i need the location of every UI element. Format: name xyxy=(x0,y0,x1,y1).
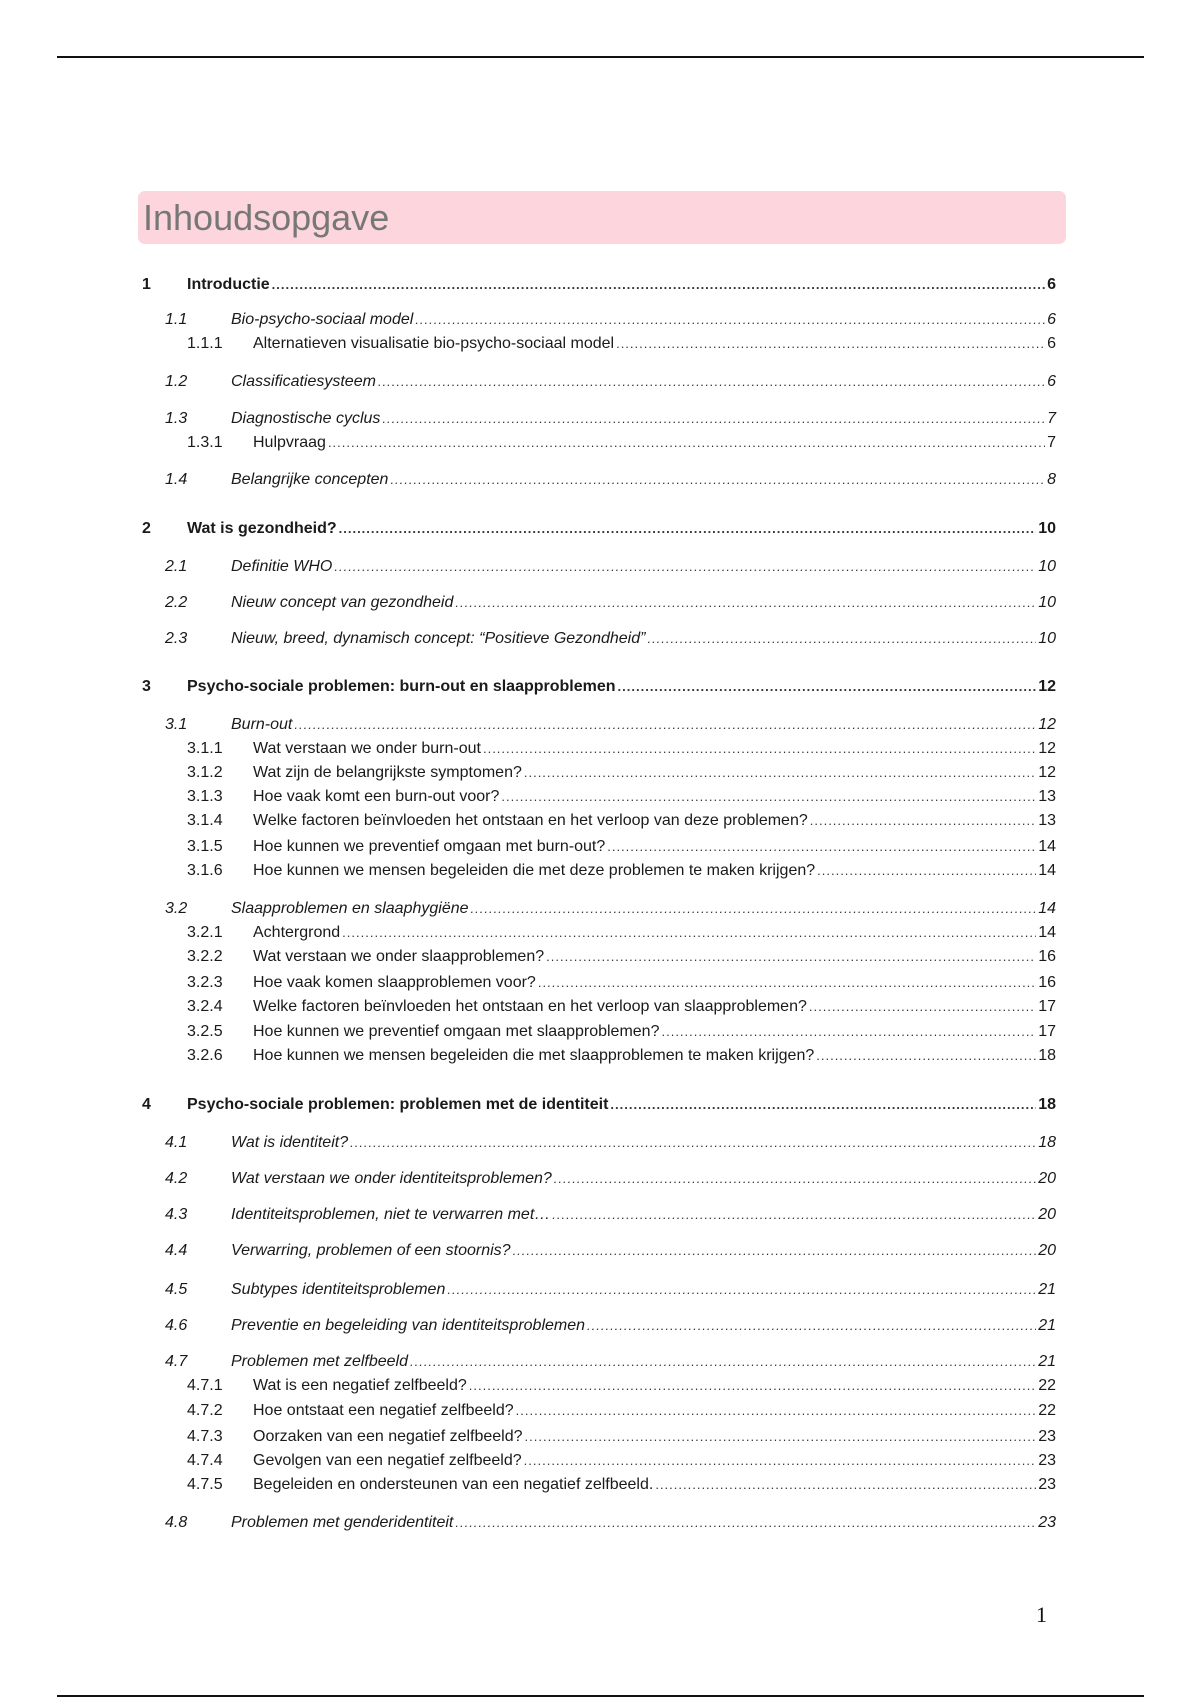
toc-entry[interactable] xyxy=(0,371,1056,393)
toc-entry-number: 3 xyxy=(142,678,151,695)
toc-entry[interactable] xyxy=(0,1132,1056,1154)
toc-entry[interactable] xyxy=(0,1204,1056,1226)
toc-entry-page: 20 xyxy=(1038,1206,1056,1223)
toc-entry-number: 3.2.6 xyxy=(187,1047,223,1064)
toc-entry-page: 16 xyxy=(1038,948,1056,965)
toc-entry-label: Wat is identiteit? xyxy=(231,1134,349,1151)
toc-entry-label: Problemen met genderidentiteit xyxy=(231,1514,454,1531)
toc-entry-page: 20 xyxy=(1038,1170,1056,1187)
toc-entry-page: 21 xyxy=(1038,1281,1056,1298)
toc-entry-label: Subtypes identiteitsproblemen xyxy=(231,1281,446,1298)
toc-entry[interactable] xyxy=(0,556,1056,578)
toc-entry[interactable] xyxy=(0,408,1056,430)
toc-dot-leader xyxy=(538,972,1036,994)
toc-dot-leader xyxy=(471,898,1037,920)
toc-entry-label: Classificatiesysteem xyxy=(231,373,376,390)
toc-entry-number: 4 xyxy=(142,1096,151,1113)
toc-dot-leader xyxy=(447,1279,1036,1301)
toc-dot-leader xyxy=(339,518,1037,540)
toc-entry-label: Psycho-sociale problemen: burn-out en slaapproblemen xyxy=(187,678,616,695)
toc-entry-number: 2 xyxy=(142,520,151,537)
toc-entry-page: 22 xyxy=(1038,1377,1056,1394)
toc-entry-label: Wat zijn de belangrijkste symptomen? xyxy=(253,764,522,781)
toc-entry-label: Hoe ontstaat een negatief zelfbeeld? xyxy=(253,1402,514,1419)
toc-title-banner xyxy=(138,191,1066,244)
toc-entry-number: 3.1.1 xyxy=(187,740,223,757)
toc-dot-leader xyxy=(513,1240,1037,1262)
toc-entry-page: 12 xyxy=(1038,678,1056,695)
toc-entry-number: 3.2.5 xyxy=(187,1023,223,1040)
toc-entry-number: 3.2.3 xyxy=(187,974,223,991)
toc-entry-number: 4.7.4 xyxy=(187,1452,223,1469)
toc-dot-leader xyxy=(378,371,1045,393)
toc-entry-number: 4.7.1 xyxy=(187,1377,223,1394)
toc-entry-page: 6 xyxy=(1047,311,1056,328)
toc-dot-leader xyxy=(525,1426,1037,1448)
toc-entry-page: 17 xyxy=(1038,998,1056,1015)
toc-entry-number: 3.1.5 xyxy=(187,838,223,855)
toc-entry-page: 14 xyxy=(1038,838,1056,855)
toc-entry[interactable] xyxy=(0,738,1056,760)
toc-entry[interactable] xyxy=(0,860,1056,882)
toc-entry-page: 6 xyxy=(1047,335,1056,352)
toc-entry-label: Alternatieven visualisatie bio-psycho-sociaal model xyxy=(253,335,615,352)
toc-entry-number: 4.5 xyxy=(165,1281,188,1298)
toc-entry-label: Wat verstaan we onder identiteitsproblemen? xyxy=(231,1170,552,1187)
toc-entry[interactable] xyxy=(0,309,1056,331)
toc-dot-leader xyxy=(342,922,1036,944)
toc-entry-page: 21 xyxy=(1038,1353,1056,1370)
toc-entry-page: 12 xyxy=(1038,716,1056,733)
toc-entry-number: 1.2 xyxy=(165,373,188,390)
toc-dot-leader xyxy=(501,786,1036,808)
toc-dot-leader xyxy=(524,1450,1037,1472)
toc-dot-leader xyxy=(516,1400,1037,1422)
toc-entry[interactable] xyxy=(0,1426,1056,1448)
toc-entry-label: Hoe kunnen we mensen begeleiden die met deze problemen te maken krijgen? xyxy=(253,862,816,879)
toc-dot-leader xyxy=(415,309,1045,331)
toc-entry-label: Hoe vaak komen slaapproblemen voor? xyxy=(253,974,536,991)
toc-dot-leader xyxy=(661,1021,1036,1043)
toc-entry[interactable] xyxy=(0,1474,1056,1496)
toc-entry-label: Nieuw, breed, dynamisch concept: “Positieve Gezondheid” xyxy=(231,630,646,647)
toc-entry-label: Achtergrond xyxy=(253,924,341,941)
toc-entry-number: 3.1.4 xyxy=(187,812,223,829)
toc-entry-page: 10 xyxy=(1038,520,1056,537)
toc-entry-number: 1.3 xyxy=(165,410,188,427)
toc-entry[interactable] xyxy=(0,1094,1056,1116)
toc-entry[interactable] xyxy=(0,1240,1056,1262)
toc-entry-number: 1.3.1 xyxy=(187,434,223,451)
toc-entry-number: 4.6 xyxy=(165,1317,188,1334)
toc-entry-label: Oorzaken van een negatief zelfbeeld? xyxy=(253,1428,523,1445)
toc-dot-leader xyxy=(524,762,1036,784)
toc-dot-leader xyxy=(810,810,1036,832)
toc-entry[interactable] xyxy=(0,592,1056,614)
toc-entry-page: 14 xyxy=(1038,862,1056,879)
toc-dot-leader xyxy=(390,469,1045,491)
toc-dot-leader xyxy=(610,1094,1036,1116)
toc-entry[interactable] xyxy=(0,946,1056,968)
toc-entry-number: 2.1 xyxy=(165,558,188,575)
footer-rule xyxy=(57,1695,1144,1697)
toc-entry-label: Hulpvraag xyxy=(253,434,326,451)
toc-entry-page: 23 xyxy=(1038,1476,1056,1493)
toc-entry[interactable] xyxy=(0,898,1056,920)
toc-entry-number: 1 xyxy=(142,276,151,293)
toc-entry-number: 4.7.3 xyxy=(187,1428,223,1445)
toc-dot-leader xyxy=(607,836,1036,858)
toc-entry-page: 10 xyxy=(1038,594,1056,611)
toc-dot-leader xyxy=(328,432,1045,454)
toc-entry-label: Welke factoren beïnvloeden het ontstaan en het verloop van deze problemen? xyxy=(253,812,808,829)
toc-entry[interactable] xyxy=(0,714,1056,736)
toc-entry[interactable] xyxy=(0,628,1056,650)
toc-entry[interactable] xyxy=(0,1315,1056,1337)
toc-dot-leader xyxy=(618,676,1037,698)
toc-entry-label: Gevolgen van een negatief zelfbeeld? xyxy=(253,1452,522,1469)
toc-entry-page: 23 xyxy=(1038,1514,1056,1531)
toc-dot-leader xyxy=(272,274,1045,296)
toc-entry[interactable] xyxy=(0,1512,1056,1534)
toc-entry-page: 16 xyxy=(1038,974,1056,991)
toc-entry-label: Bio-psycho-sociaal model xyxy=(231,311,414,328)
toc-entry[interactable] xyxy=(0,1168,1056,1190)
toc-entry-page: 23 xyxy=(1038,1428,1056,1445)
toc-entry-number: 3.1.2 xyxy=(187,764,223,781)
toc-entry-page: 7 xyxy=(1047,434,1056,451)
toc-entry-label: Diagnostische cyclus xyxy=(231,410,381,427)
page-number: 1 xyxy=(1036,1602,1047,1627)
toc-entry-label: Problemen met zelfbeeld xyxy=(231,1353,408,1370)
toc-dot-leader xyxy=(469,1375,1036,1397)
toc-entry-number: 3.2.2 xyxy=(187,948,223,965)
toc-entry-label: Definitie WHO xyxy=(231,558,333,575)
toc-entry-number: 3.1.6 xyxy=(187,862,223,879)
toc-entry[interactable] xyxy=(0,786,1056,808)
toc-dot-leader xyxy=(382,408,1045,430)
toc-entry[interactable] xyxy=(0,996,1056,1018)
toc-dot-leader xyxy=(455,592,1036,614)
toc-entry-page: 12 xyxy=(1038,740,1056,757)
toc-entry-label: Welke factoren beïnvloeden het ontstaan en het verloop van slaapproblemen? xyxy=(253,998,807,1015)
toc-dot-leader xyxy=(816,1045,1036,1067)
toc-entry[interactable] xyxy=(0,1400,1056,1422)
toc-entry[interactable] xyxy=(0,836,1056,858)
toc-entry[interactable] xyxy=(0,676,1056,698)
toc-entry[interactable] xyxy=(0,1021,1056,1043)
toc-entry-label: Identiteitsproblemen, niet te verwarren met… xyxy=(231,1206,551,1223)
toc-entry-page: 8 xyxy=(1047,471,1056,488)
toc-entry-number: 3.2 xyxy=(165,900,188,917)
toc-entry[interactable] xyxy=(0,333,1056,355)
toc-entry-page: 6 xyxy=(1047,373,1056,390)
toc-dot-leader xyxy=(350,1132,1036,1154)
toc-entry[interactable] xyxy=(0,762,1056,784)
toc-entry-label: Verwarring, problemen of een stoornis? xyxy=(231,1242,511,1259)
toc-entry-number: 1.1 xyxy=(165,311,188,328)
toc-entry-number: 3.2.1 xyxy=(187,924,223,941)
toc-entry-label: Preventie en begeleiding van identiteitsproblemen xyxy=(231,1317,586,1334)
toc-entry[interactable] xyxy=(0,810,1056,832)
toc-dot-leader xyxy=(554,1168,1036,1190)
toc-entry[interactable] xyxy=(0,518,1056,540)
toc-entry-number: 4.4 xyxy=(165,1242,188,1259)
toc-entry-page: 13 xyxy=(1038,812,1056,829)
toc-entry[interactable] xyxy=(0,469,1056,491)
toc-entry-number: 3.1 xyxy=(165,716,188,733)
toc-entry-number: 3.1.3 xyxy=(187,788,223,805)
toc-entry-page: 17 xyxy=(1038,1023,1056,1040)
toc-entry-number: 4.7 xyxy=(165,1353,188,1370)
toc-dot-leader xyxy=(410,1351,1036,1373)
toc-dot-leader xyxy=(483,738,1036,760)
toc-entry-page: 14 xyxy=(1038,924,1056,941)
toc-entry-label: Begeleiden en ondersteunen van een negatief zelfbeeld. xyxy=(253,1476,654,1493)
toc-entry-label: Wat is gezondheid? xyxy=(187,520,337,537)
toc-entry-page: 7 xyxy=(1047,410,1056,427)
toc-entry-number: 2.3 xyxy=(165,630,188,647)
toc-entry-label: Wat verstaan we onder burn-out xyxy=(253,740,481,757)
toc-dot-leader xyxy=(647,628,1036,650)
toc-entry[interactable] xyxy=(0,1450,1056,1472)
toc-dot-leader xyxy=(546,946,1036,968)
toc-entry-number: 2.2 xyxy=(165,594,188,611)
toc-dot-leader xyxy=(455,1512,1036,1534)
toc-entry-page: 22 xyxy=(1038,1402,1056,1419)
toc-entry-page: 18 xyxy=(1038,1134,1056,1151)
toc-entry-page: 21 xyxy=(1038,1317,1056,1334)
toc-entry[interactable] xyxy=(0,432,1056,454)
toc-dot-leader xyxy=(334,556,1036,578)
toc-entry-label: Wat verstaan we onder slaapproblemen? xyxy=(253,948,545,965)
toc-entry-page: 12 xyxy=(1038,764,1056,781)
toc-entry-label: Burn-out xyxy=(231,716,293,733)
toc-entry-label: Hoe kunnen we mensen begeleiden die met slaapproblemen te maken krijgen? xyxy=(253,1047,815,1064)
toc-entry[interactable] xyxy=(0,1375,1056,1397)
toc-entry[interactable] xyxy=(0,972,1056,994)
toc-entry-number: 3.2.4 xyxy=(187,998,223,1015)
toc-entry-number: 4.2 xyxy=(165,1170,188,1187)
toc-dot-leader xyxy=(552,1204,1036,1226)
toc-entry-number: 4.8 xyxy=(165,1514,188,1531)
toc-dot-leader xyxy=(817,860,1036,882)
toc-entry-label: Wat is een negatief zelfbeeld? xyxy=(253,1377,467,1394)
toc-dot-leader xyxy=(616,333,1045,355)
page-title: Inhoudsopgave xyxy=(143,197,390,238)
toc-entry[interactable] xyxy=(0,1351,1056,1373)
toc-entry[interactable] xyxy=(0,1045,1056,1067)
toc-entry-label: Hoe kunnen we preventief omgaan met slaapproblemen? xyxy=(253,1023,660,1040)
toc-dot-leader xyxy=(587,1315,1036,1337)
toc-entry-page: 10 xyxy=(1038,630,1056,647)
toc-entry-label: Belangrijke concepten xyxy=(231,471,389,488)
toc-entry-label: Slaapproblemen en slaaphygiëne xyxy=(231,900,469,917)
toc-entry-number: 4.7.2 xyxy=(187,1402,223,1419)
toc-entry-page: 10 xyxy=(1038,558,1056,575)
toc-entry-page: 14 xyxy=(1038,900,1056,917)
toc-entry-label: Nieuw concept van gezondheid xyxy=(231,594,454,611)
toc-dot-leader xyxy=(294,714,1036,736)
header-rule xyxy=(57,56,1144,58)
toc-entry-number: 4.3 xyxy=(165,1206,188,1223)
toc-entry-number: 1.4 xyxy=(165,471,188,488)
toc-entry[interactable] xyxy=(0,922,1056,944)
toc-entry-label: Hoe kunnen we preventief omgaan met burn-out? xyxy=(253,838,606,855)
toc-entry[interactable] xyxy=(0,274,1056,296)
toc-entry-number: 4.7.5 xyxy=(187,1476,223,1493)
toc-entry-label: Introductie xyxy=(187,276,270,293)
toc-entry-page: 18 xyxy=(1038,1096,1056,1113)
toc-entry-number: 4.1 xyxy=(165,1134,188,1151)
toc-entry[interactable] xyxy=(0,1279,1056,1301)
toc-entry-number: 1.1.1 xyxy=(187,335,223,352)
toc-entry-label: Psycho-sociale problemen: problemen met de identiteit xyxy=(187,1096,609,1113)
toc-entry-page: 18 xyxy=(1038,1047,1056,1064)
toc-dot-leader xyxy=(809,996,1036,1018)
toc-entry-label: Hoe vaak komt een burn-out voor? xyxy=(253,788,500,805)
toc-dot-leader xyxy=(655,1474,1036,1496)
toc-entry-page: 13 xyxy=(1038,788,1056,805)
toc-entry-page: 23 xyxy=(1038,1452,1056,1469)
toc-entry-page: 6 xyxy=(1047,276,1056,293)
toc-entry-page: 20 xyxy=(1038,1242,1056,1259)
